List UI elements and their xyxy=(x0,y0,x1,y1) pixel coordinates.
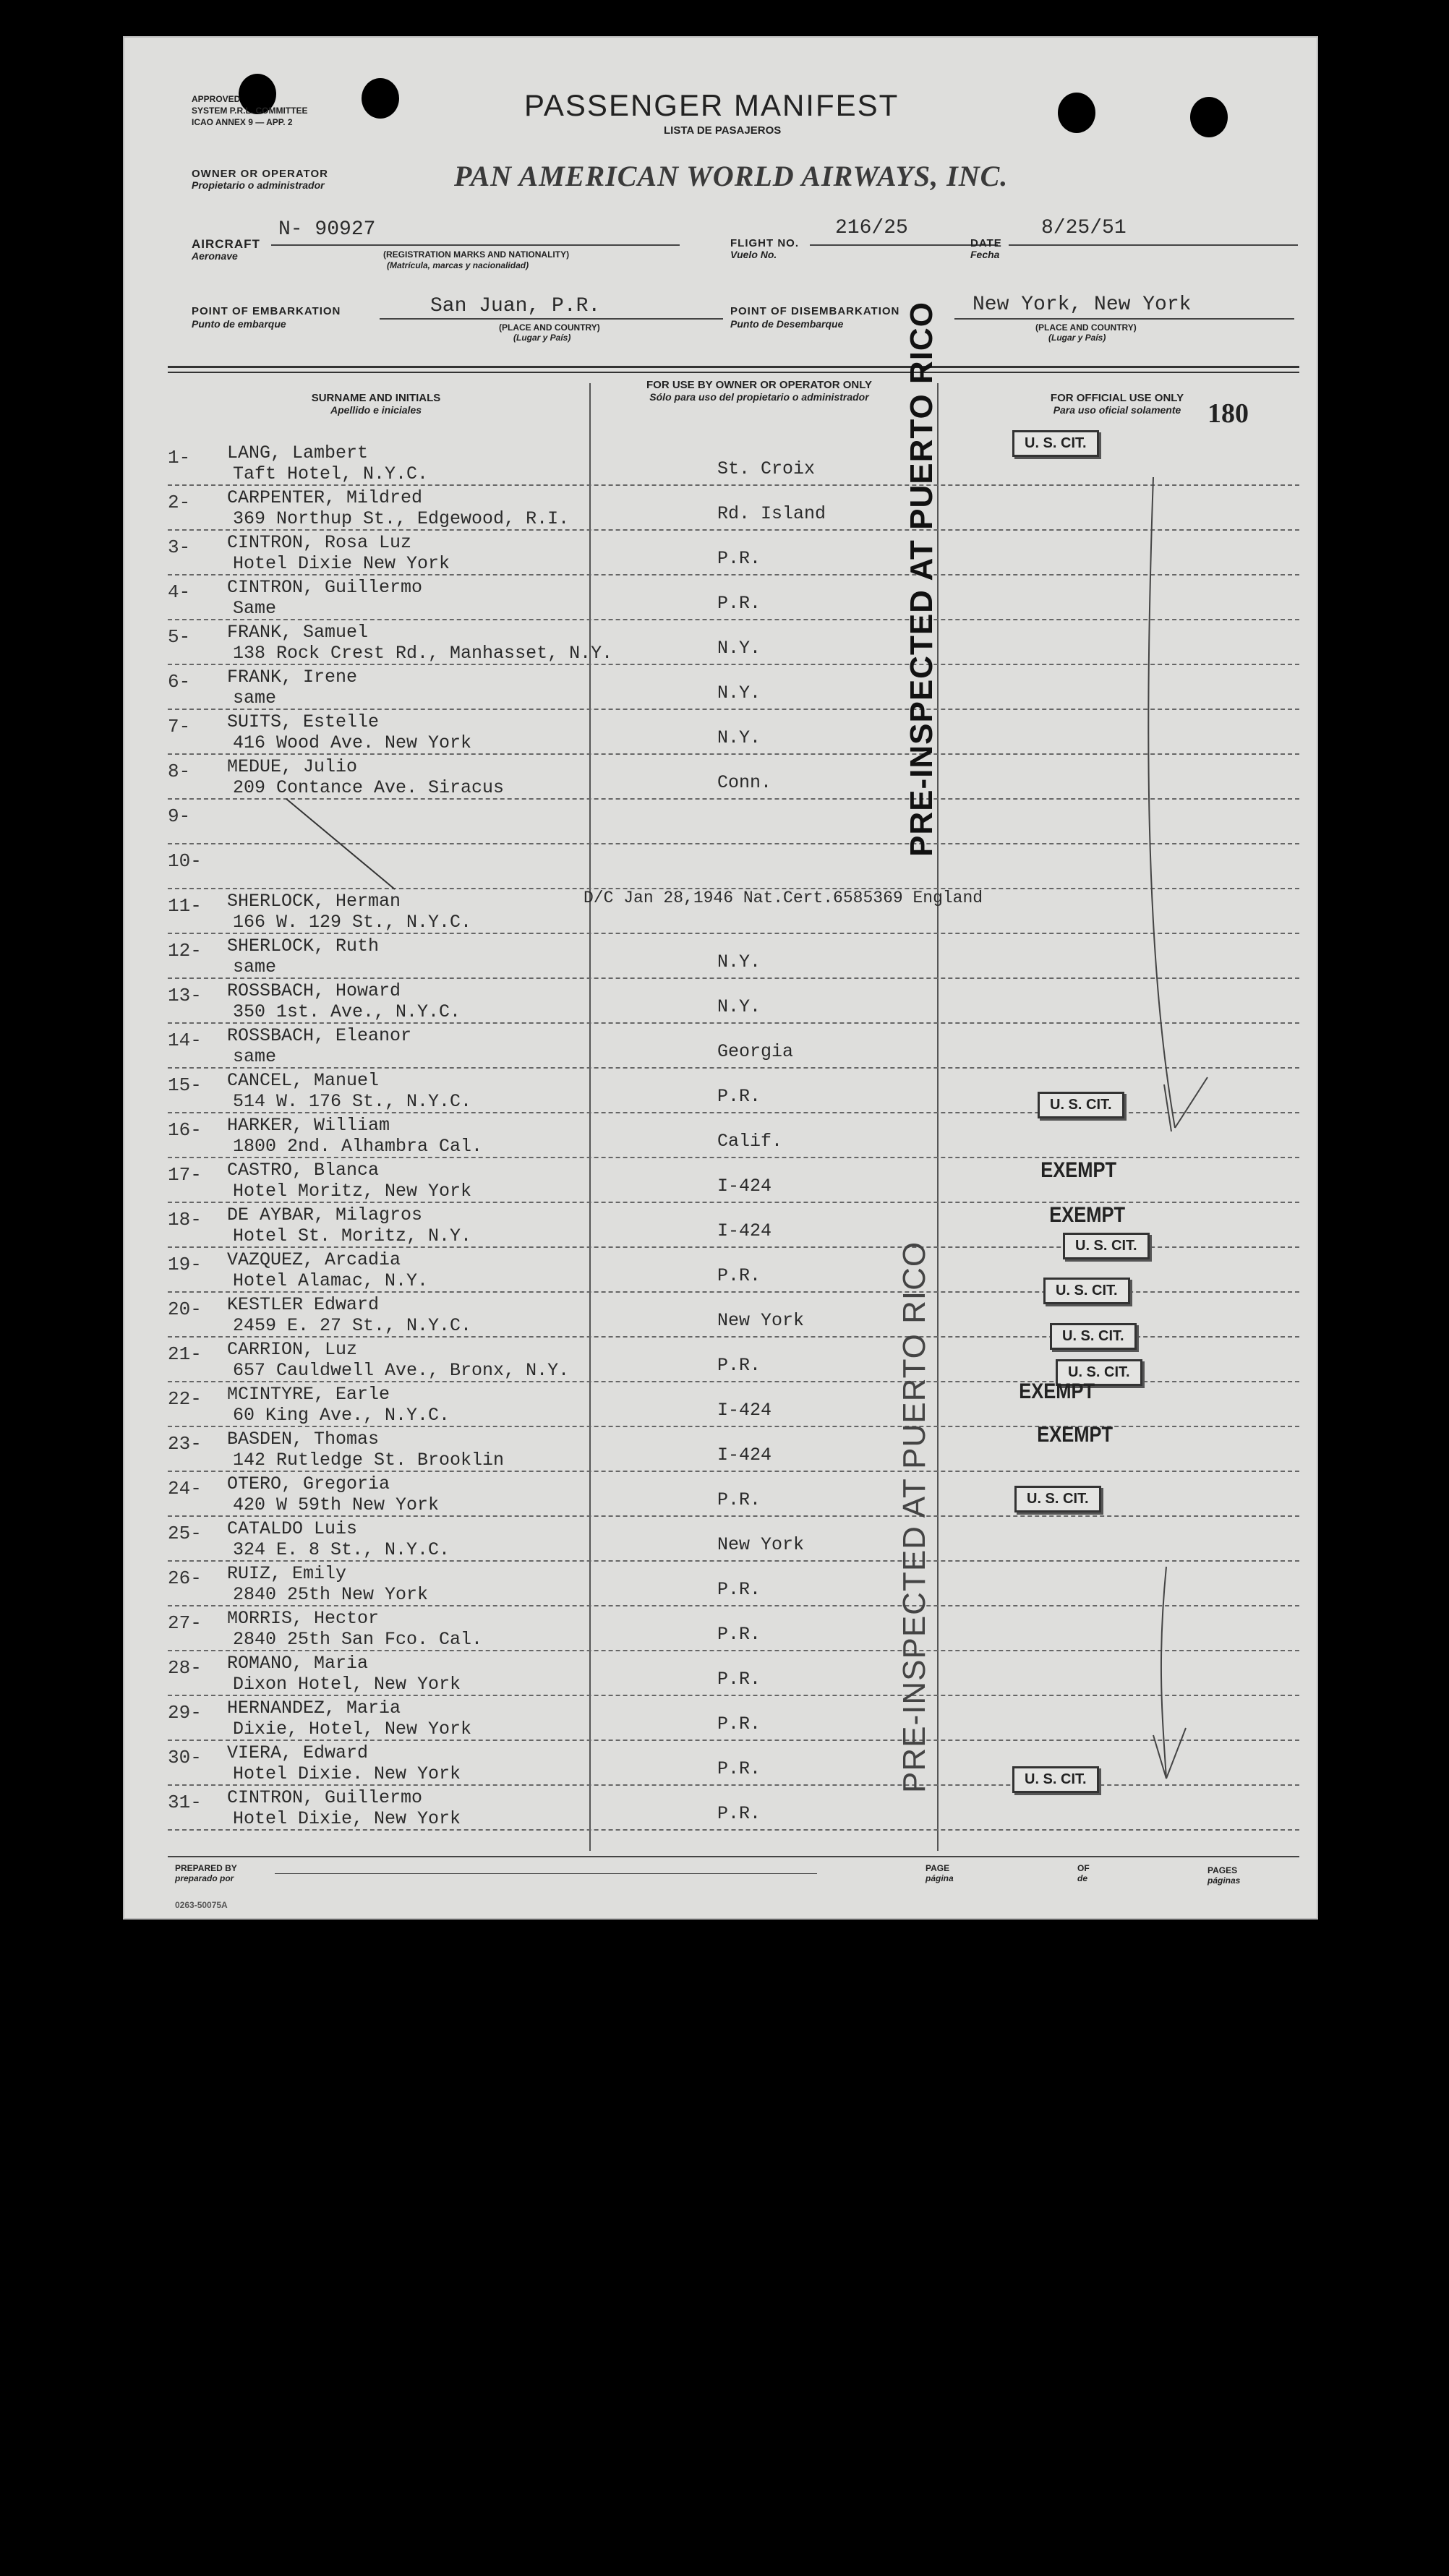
passenger-name: ROSSBACH, Eleanor same xyxy=(227,1025,412,1067)
passenger-name: CINTRON, Guillermo Hotel Dixie, New York xyxy=(227,1787,461,1829)
passenger-name: LANG, Lambert Taft Hotel, N.Y.C. xyxy=(227,442,429,484)
approval-line: SYSTEM P.R.L. COMMITTEE xyxy=(192,106,308,116)
approval-line: APPROVED xyxy=(192,94,241,104)
row-number: 1- xyxy=(168,447,191,468)
pen-arrow xyxy=(1148,477,1175,1128)
us-cit-stamp: U. S. CIT. xyxy=(1063,1233,1150,1259)
owner-use-entry: N.Y. xyxy=(717,682,761,703)
row-number: 6- xyxy=(168,671,191,693)
owner-use-entry: P.R. xyxy=(717,1489,761,1510)
passenger-name: CASTRO, Blanca Hotel Moritz, New York xyxy=(227,1160,472,1202)
row-number: 10- xyxy=(168,850,202,872)
pen-arrow xyxy=(1161,1567,1166,1779)
col-head-owner: FOR USE BY OWNER OR OPERATOR ONLY Sólo para uso del propietario o administrador xyxy=(646,379,872,403)
preinspected-stamp: PRE-INSPECTED AT PUERTO RICO xyxy=(904,301,939,857)
owner-use-entry: New York xyxy=(717,1534,805,1555)
disembark-label: POINT OF DISEMBARKATION xyxy=(730,305,900,317)
embark-value: San Juan, P.R. xyxy=(430,295,601,317)
place-note: (PLACE AND COUNTRY) xyxy=(1035,322,1137,333)
passenger-name: CARRION, Luz 657 Cauldwell Ave., Bronx, N.Y. xyxy=(227,1339,570,1381)
strike-line xyxy=(286,799,395,889)
of-label: OF xyxy=(1077,1863,1090,1873)
place-note-es: (Lugar y País) xyxy=(513,333,571,343)
passenger-name: DE AYBAR, Milagros Hotel St. Moritz, N.Y. xyxy=(227,1204,472,1246)
passenger-name: ROSSBACH, Howard 350 1st. Ave., N.Y.C. xyxy=(227,980,461,1022)
aircraft-label: AIRCRAFT xyxy=(192,237,260,251)
passenger-name: KESTLER Edward 2459 E. 27 St., N.Y.C. xyxy=(227,1294,472,1336)
owner-use-entry: I-424 xyxy=(717,1445,772,1465)
owner-use-entry: P.R. xyxy=(717,1579,761,1600)
passenger-name: FRANK, Irene same xyxy=(227,667,358,709)
row-number: 23- xyxy=(168,1433,202,1455)
owner-label: OWNER OR OPERATOR xyxy=(192,168,328,180)
owner-use-entry: I-424 xyxy=(717,1400,772,1421)
date-label-es: Fecha xyxy=(970,249,1000,260)
date-value: 8/25/51 xyxy=(1041,217,1127,239)
exempt-stamp: EXEMPT xyxy=(1037,1423,1114,1447)
row-number: 28- xyxy=(168,1657,202,1679)
passenger-name: HARKER, William 1800 2nd. Alhambra Cal. xyxy=(227,1115,483,1157)
row-number: 31- xyxy=(168,1792,202,1813)
row-number: 15- xyxy=(168,1074,202,1096)
us-cit-stamp: U. S. CIT. xyxy=(1056,1359,1142,1386)
owner-use-entry: P.R. xyxy=(717,593,761,614)
flight-label: FLIGHT NO. xyxy=(730,237,799,249)
prepared-by-label: PREPARED BY xyxy=(175,1863,237,1873)
owner-use-entry: P.R. xyxy=(717,1355,761,1376)
row-number: 3- xyxy=(168,536,191,558)
row-number: 19- xyxy=(168,1254,202,1275)
row-number: 16- xyxy=(168,1119,202,1141)
owner-use-entry: N.Y. xyxy=(717,638,761,659)
row-number: 26- xyxy=(168,1567,202,1589)
us-cit-stamp: U. S. CIT. xyxy=(1012,1766,1099,1793)
owner-use-entry: New York xyxy=(717,1310,805,1331)
owner-use-entry: N.Y. xyxy=(717,996,761,1017)
passenger-name: CARPENTER, Mildred 369 Northup St., Edgewood, R.I. xyxy=(227,487,570,529)
row-number: 2- xyxy=(168,492,191,513)
row-number: 25- xyxy=(168,1523,202,1544)
owner-use-entry: P.R. xyxy=(717,1086,761,1107)
pages-label: PAGES xyxy=(1208,1865,1238,1875)
passenger-name: SUITS, Estelle 416 Wood Ave. New York xyxy=(227,711,472,753)
airline-name: PAN AMERICAN WORLD AIRWAYS, INC. xyxy=(454,160,1009,192)
form-number: 0263-50075A xyxy=(175,1900,228,1910)
date-label: DATE xyxy=(970,237,1002,249)
passenger-name: SHERLOCK, Herman 166 W. 129 St., N.Y.C. xyxy=(227,891,472,933)
passenger-name: MORRIS, Hector 2840 25th San Fco. Cal. xyxy=(227,1608,483,1650)
passenger-name: CATALDO Luis 324 E. 8 St., N.Y.C. xyxy=(227,1518,450,1560)
pen-marks xyxy=(123,36,1318,1920)
disembark-value: New York, New York xyxy=(973,294,1192,316)
row-number: 13- xyxy=(168,985,202,1006)
of-label-es: de xyxy=(1077,1873,1088,1883)
manifest-title: PASSENGER MANIFEST xyxy=(524,88,899,122)
row-number: 4- xyxy=(168,581,191,603)
owner-use-entry: N.Y. xyxy=(717,951,761,972)
registration-note: (REGISTRATION MARKS AND NATIONALITY) xyxy=(383,249,570,260)
place-note-es: (Lugar y País) xyxy=(1048,333,1106,343)
us-cit-stamp: U. S. CIT. xyxy=(1038,1092,1124,1118)
flight-value: 216/25 xyxy=(835,217,908,239)
passenger-name: OTERO, Gregoria 420 W 59th New York xyxy=(227,1473,440,1515)
flight-label-es: Vuelo No. xyxy=(730,249,777,260)
exempt-stamp: EXEMPT xyxy=(1049,1203,1126,1227)
owner-use-entry: Rd. Island xyxy=(717,503,826,524)
us-cit-stamp: U. S. CIT. xyxy=(1014,1486,1101,1512)
passenger-name: ROMANO, Maria Dixon Hotel, New York xyxy=(227,1653,461,1695)
owner-use-entry: P.R. xyxy=(717,1624,761,1645)
owner-use-entry: Georgia xyxy=(717,1041,794,1062)
aircraft-label-es: Aeronave xyxy=(192,250,238,262)
row-number: 8- xyxy=(168,761,191,782)
row-number: 30- xyxy=(168,1747,202,1768)
owner-use-entry: P.R. xyxy=(717,1669,761,1690)
passenger-name: SHERLOCK, Ruth same xyxy=(227,936,380,977)
official-number: 180 xyxy=(1208,398,1249,429)
owner-use-entry: St. Croix xyxy=(717,458,816,479)
passenger-name: MCINTYRE, Earle 60 King Ave., N.Y.C. xyxy=(227,1384,450,1426)
owner-use-entry: P.R. xyxy=(717,548,761,569)
row-number: 7- xyxy=(168,716,191,737)
disembark-label-es: Punto de Desembarque xyxy=(730,318,844,330)
preinspected-stamp: PRE-INSPECTED AT PUERTO RICO xyxy=(897,1241,932,1793)
row-number: 5- xyxy=(168,626,191,648)
prepared-by-label-es: preparado por xyxy=(175,1873,234,1883)
exempt-stamp: EXEMPT xyxy=(1019,1379,1095,1403)
page-label: PAGE xyxy=(926,1863,950,1873)
row-number: 9- xyxy=(168,805,191,827)
registration-note-es: (Matrícula, marcas y nacionalidad) xyxy=(387,260,529,270)
passenger-name: HERNANDEZ, Maria Dixie, Hotel, New York xyxy=(227,1698,472,1740)
passenger-name: VAZQUEZ, Arcadia Hotel Alamac, N.Y. xyxy=(227,1249,429,1291)
aircraft-value: N- 90927 xyxy=(278,218,376,241)
row-number: 12- xyxy=(168,940,202,962)
place-note: (PLACE AND COUNTRY) xyxy=(499,322,600,333)
passenger-name: CINTRON, Guillermo Same xyxy=(227,577,423,619)
row-number: 29- xyxy=(168,1702,202,1724)
row-number: 17- xyxy=(168,1164,202,1186)
approval-line: ICAO ANNEX 9 — APP. 2 xyxy=(192,117,293,127)
passenger-name: MEDUE, Julio 209 Contance Ave. Siracus xyxy=(227,756,505,798)
owner-use-entry: Conn. xyxy=(717,772,772,793)
embark-label: POINT OF EMBARKATION xyxy=(192,305,341,317)
row-number: 11- xyxy=(168,895,202,917)
passenger-name: BASDEN, Thomas 142 Rutledge St. Brooklin xyxy=(227,1429,505,1471)
owner-use-entry: Calif. xyxy=(717,1131,783,1152)
page-label-es: página xyxy=(926,1873,954,1883)
passenger-name: VIERA, Edward Hotel Dixie. New York xyxy=(227,1742,461,1784)
owner-use-entry: P.R. xyxy=(717,1803,761,1824)
owner-use-entry: P.R. xyxy=(717,1758,761,1779)
row-number: 22- xyxy=(168,1388,202,1410)
owner-use-entry: D/C Jan 28,1946 Nat.Cert.6585369 England xyxy=(584,889,983,907)
passenger-name: FRANK, Samuel 138 Rock Crest Rd., Manhasset, N.Y. xyxy=(227,622,613,664)
owner-label-es: Propietario o administrador xyxy=(192,179,325,191)
pages-label-es: páginas xyxy=(1208,1875,1241,1886)
us-cit-stamp: U. S. CIT. xyxy=(1012,430,1099,457)
row-number: 21- xyxy=(168,1343,202,1365)
us-cit-stamp: U. S. CIT. xyxy=(1043,1278,1130,1304)
row-number: 20- xyxy=(168,1298,202,1320)
owner-use-entry: P.R. xyxy=(717,1265,761,1286)
row-number: 27- xyxy=(168,1612,202,1634)
owner-use-entry: P.R. xyxy=(717,1713,761,1734)
row-number: 24- xyxy=(168,1478,202,1499)
col-head-surname: SURNAME AND INITIALS Apellido e iniciales xyxy=(311,392,441,416)
passenger-name: RUIZ, Emily 2840 25th New York xyxy=(227,1563,429,1605)
passenger-name: CINTRON, Rosa Luz Hotel Dixie New York xyxy=(227,532,450,574)
manifest-sheet xyxy=(123,36,1318,1920)
owner-use-entry: I-424 xyxy=(717,1176,772,1197)
exempt-stamp: EXEMPT xyxy=(1040,1158,1117,1182)
embark-label-es: Punto de embarque xyxy=(192,318,286,330)
manifest-title-es: LISTA DE PASAJEROS xyxy=(664,124,782,137)
owner-use-entry: I-424 xyxy=(717,1220,772,1241)
passenger-name: CANCEL, Manuel 514 W. 176 St., N.Y.C. xyxy=(227,1070,472,1112)
row-number: 18- xyxy=(168,1209,202,1231)
owner-use-entry: N.Y. xyxy=(717,727,761,748)
col-head-official: FOR OFFICIAL USE ONLY Para uso oficial solamente xyxy=(1050,392,1184,416)
us-cit-stamp: U. S. CIT. xyxy=(1050,1323,1137,1350)
row-number: 14- xyxy=(168,1030,202,1051)
